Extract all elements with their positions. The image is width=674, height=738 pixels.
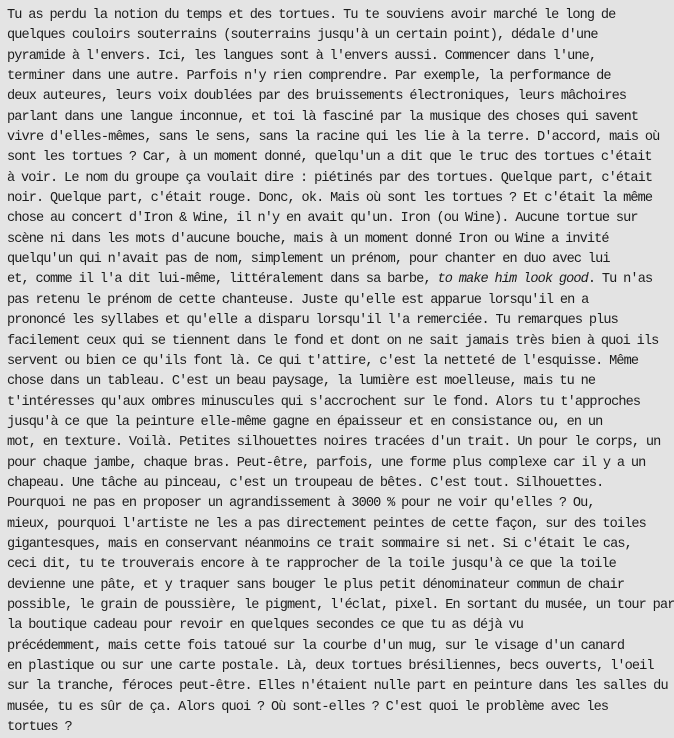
text-line: scène ni dans les mots d'aucune bouche, mais à un moment donné Iron ou Wine a invité [7,231,609,247]
text-line: sur la tranche, féroces peut-être. Elles n'étaient nulle part en peinture dans les salles du [7,679,668,695]
text-line: pyramide à l'envers. Ici, les langues sont à l'envers aussi. Commencer dans l'une, [7,48,597,64]
text-line: ceci dit, tu te trouverais encore à te rapprocher de la toile jusqu'à ce que la toile [7,557,616,573]
text-line: tortues ? [7,720,72,736]
text-segment: . Tu n'as [587,272,653,288]
text-line: chose dans un tableau. C'est un beau paysage, la lumière est moelleuse, mais tu ne [7,374,596,390]
text-line: servent ou bien ce qu'ils font là. Ce qui t'attire, c'est la netteté de l'esquisse. Même [7,353,639,369]
document-paragraph [7,6,674,738]
text-line: terminer dans une autre. Parfois n'y rien comprendre. Par exemple, la performance de [7,69,611,85]
text-line: en plastique ou sur une carte postale. Là, deux tortues brésiliennes, becs ouverts, l'oeil [7,659,654,674]
text-line: possible, le grain de poussière, le pigment, l'éclat, pixel. En sortant du musée, un tour par [7,597,674,613]
text-line: gigantesques, mais en conservant néanmoins ce trait sommaire si net. Si c'était le cas, [7,536,632,552]
text-line: facilement ceux qui se tiennent dans le fond et dont on ne sait jamais très bien à quoi ils [7,333,659,349]
text-line: deux auteures, leurs voix doublées par des bruissements électroniques, leurs mâchoires [7,89,627,105]
text-line: sont les tortues ? Car, à un moment donné, quelqu'un a dit que le truc des tortues c'était [7,150,652,166]
text-line: pas retenu le prénom de cette chanteuse. Juste qu'elle est apparue lorsqu'il en a [7,292,589,308]
text-line: noir. Quelque part, c'était rouge. Donc, ok. Mais où sont les tortues ? Et c'était la même [7,191,653,207]
text-line: mieux, pourquoi l'artiste ne les a pas directement peintes de cette façon, sur des toiles [7,516,646,532]
text-line: vivre d'elles-mêmes, sans le sens, sans la racine qui les lie à la terre. D'accord, mais où [7,130,660,146]
text-line: musée, tu es sûr de ça. Alors quoi ? Où sont-elles ? C'est quoi le problème avec les [7,699,609,715]
text-line: jusqu'à ce que la peinture elle-même gagne en épaisseur et en consistance ou, en un [7,414,603,430]
text-line: prononcé les syllabes et qu'elle a disparu lorsqu'il l'a remerciée. Tu remarques plus [7,313,618,329]
text-line: Tu as perdu la notion du temps et des tortues. Tu te souviens avoir marché le long de [7,8,616,23]
emphasized-phrase: to make him look good [437,272,588,288]
text-line: à voir. Le nom du groupe ça voulait dire : piétinés par des tortues. Quelque part, c'était [7,170,653,186]
text-line: quelqu'un qui n'avait pas de nom, simplement un prénom, pour chanter en duo avec lui [7,252,610,268]
text-line: quelques couloirs souterrains (souterrains jusqu'à un certain point), dédale d'une [7,28,598,44]
text-line-with-emphasis [7,270,653,290]
text-line: la boutique cadeau pour revoir en quelques secondes ce que tu as déjà vu [7,618,524,634]
text-line: pour chaque jambe, chaque bras. Peut-être, parfois, une forme plus complexe car il y a un [7,455,646,471]
text-segment: et, comme il l'a dit lui-même, littéralement dans sa barbe, [7,272,431,288]
text-line: parlant dans une langue inconnue, et toi là fasciné par la musique des choses qui savent [7,109,639,125]
text-line: chose au concert d'Iron & Wine, il n'y en avait qu'un. Iron (ou Wine). Aucune tortue sur [7,211,638,227]
text-line: chapeau. Une tâche au pinceau, c'est un troupeau de bêtes. C'est tout. Silhouettes. [7,475,604,491]
text-line: t'intéresses qu'aux ombres minuscules qui s'accrochent sur le fond. Alors tu t'approches [7,394,641,410]
text-line: Pourquoi ne pas en proposer un agrandissement à 3000 % pour ne voir qu'elles ? Ou, [7,496,595,512]
text-line: mot, en texture. Voilà. Petites silhouettes noires tracées d'un trait. Un pour le corps, un [7,435,661,451]
text-line: devienne une pâte, et y traquer sans bouger le plus petit dénominateur commun de chair [7,577,625,593]
text-line: précédemment, mais cette fois tatoué sur la courbe d'un mug, sur le visage d'un canard [7,638,625,654]
